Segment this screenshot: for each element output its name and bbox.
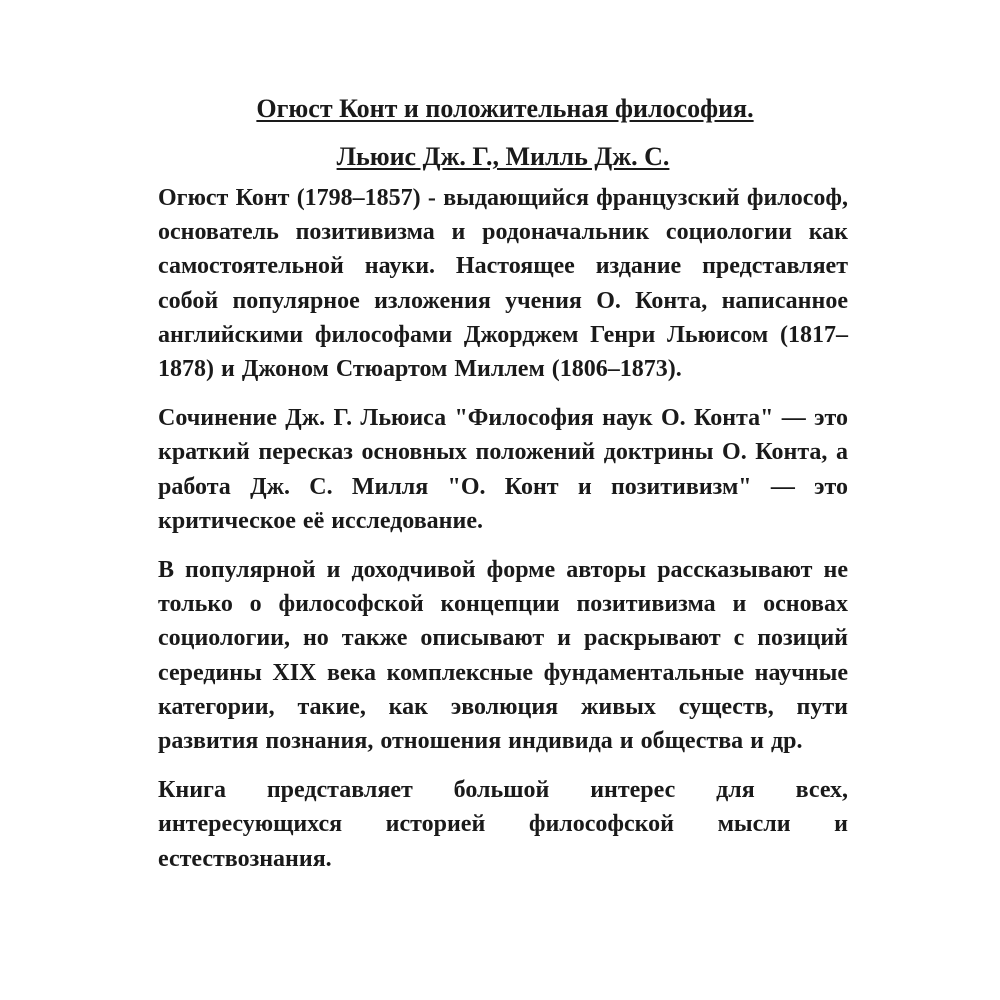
paragraph-content: В популярной и доходчивой форме авторы рассказывают не только о философской концепции позитивизма и основах социологии, но также описывают и раскрывают с позиций середины XIX века комплексные фундаментальные научные категории, такие, как эволюция живых существ, пути развития познания, отношения индивида и общества и др. (158, 557, 848, 755)
book-annotation (158, 92, 848, 876)
document-title: Огюст Конт и положительная философия. (256, 94, 754, 123)
paragraph-works: Сочинение Дж. Г. Льюиса "Философия наук О. Конта" — это краткий пересказ основных положений доктрины О. Конта, а работа Дж. С. Милля "О. Конт и позитивизм" — это критическое её исследование. (158, 405, 848, 534)
paragraph-intro: Огюст Конт (1798–1857) - выдающийся французский философ, основатель позитивизма и родоначальник социологии как самостоятельной науки. Настоящее издание представляет собой популярное изложения учения О. Конта, написанное английскими философами Джорджем Генри Льюисом (1817–1878) и Джоном Стюартом Миллем (1806–1873). (158, 185, 848, 383)
paragraph-audience: Книга представляет большой интерес для всех, интересующихся историей философской мысли и естествознания. (158, 777, 848, 872)
document-authors: Льюис Дж. Г., Милль Дж. С. (336, 142, 670, 171)
